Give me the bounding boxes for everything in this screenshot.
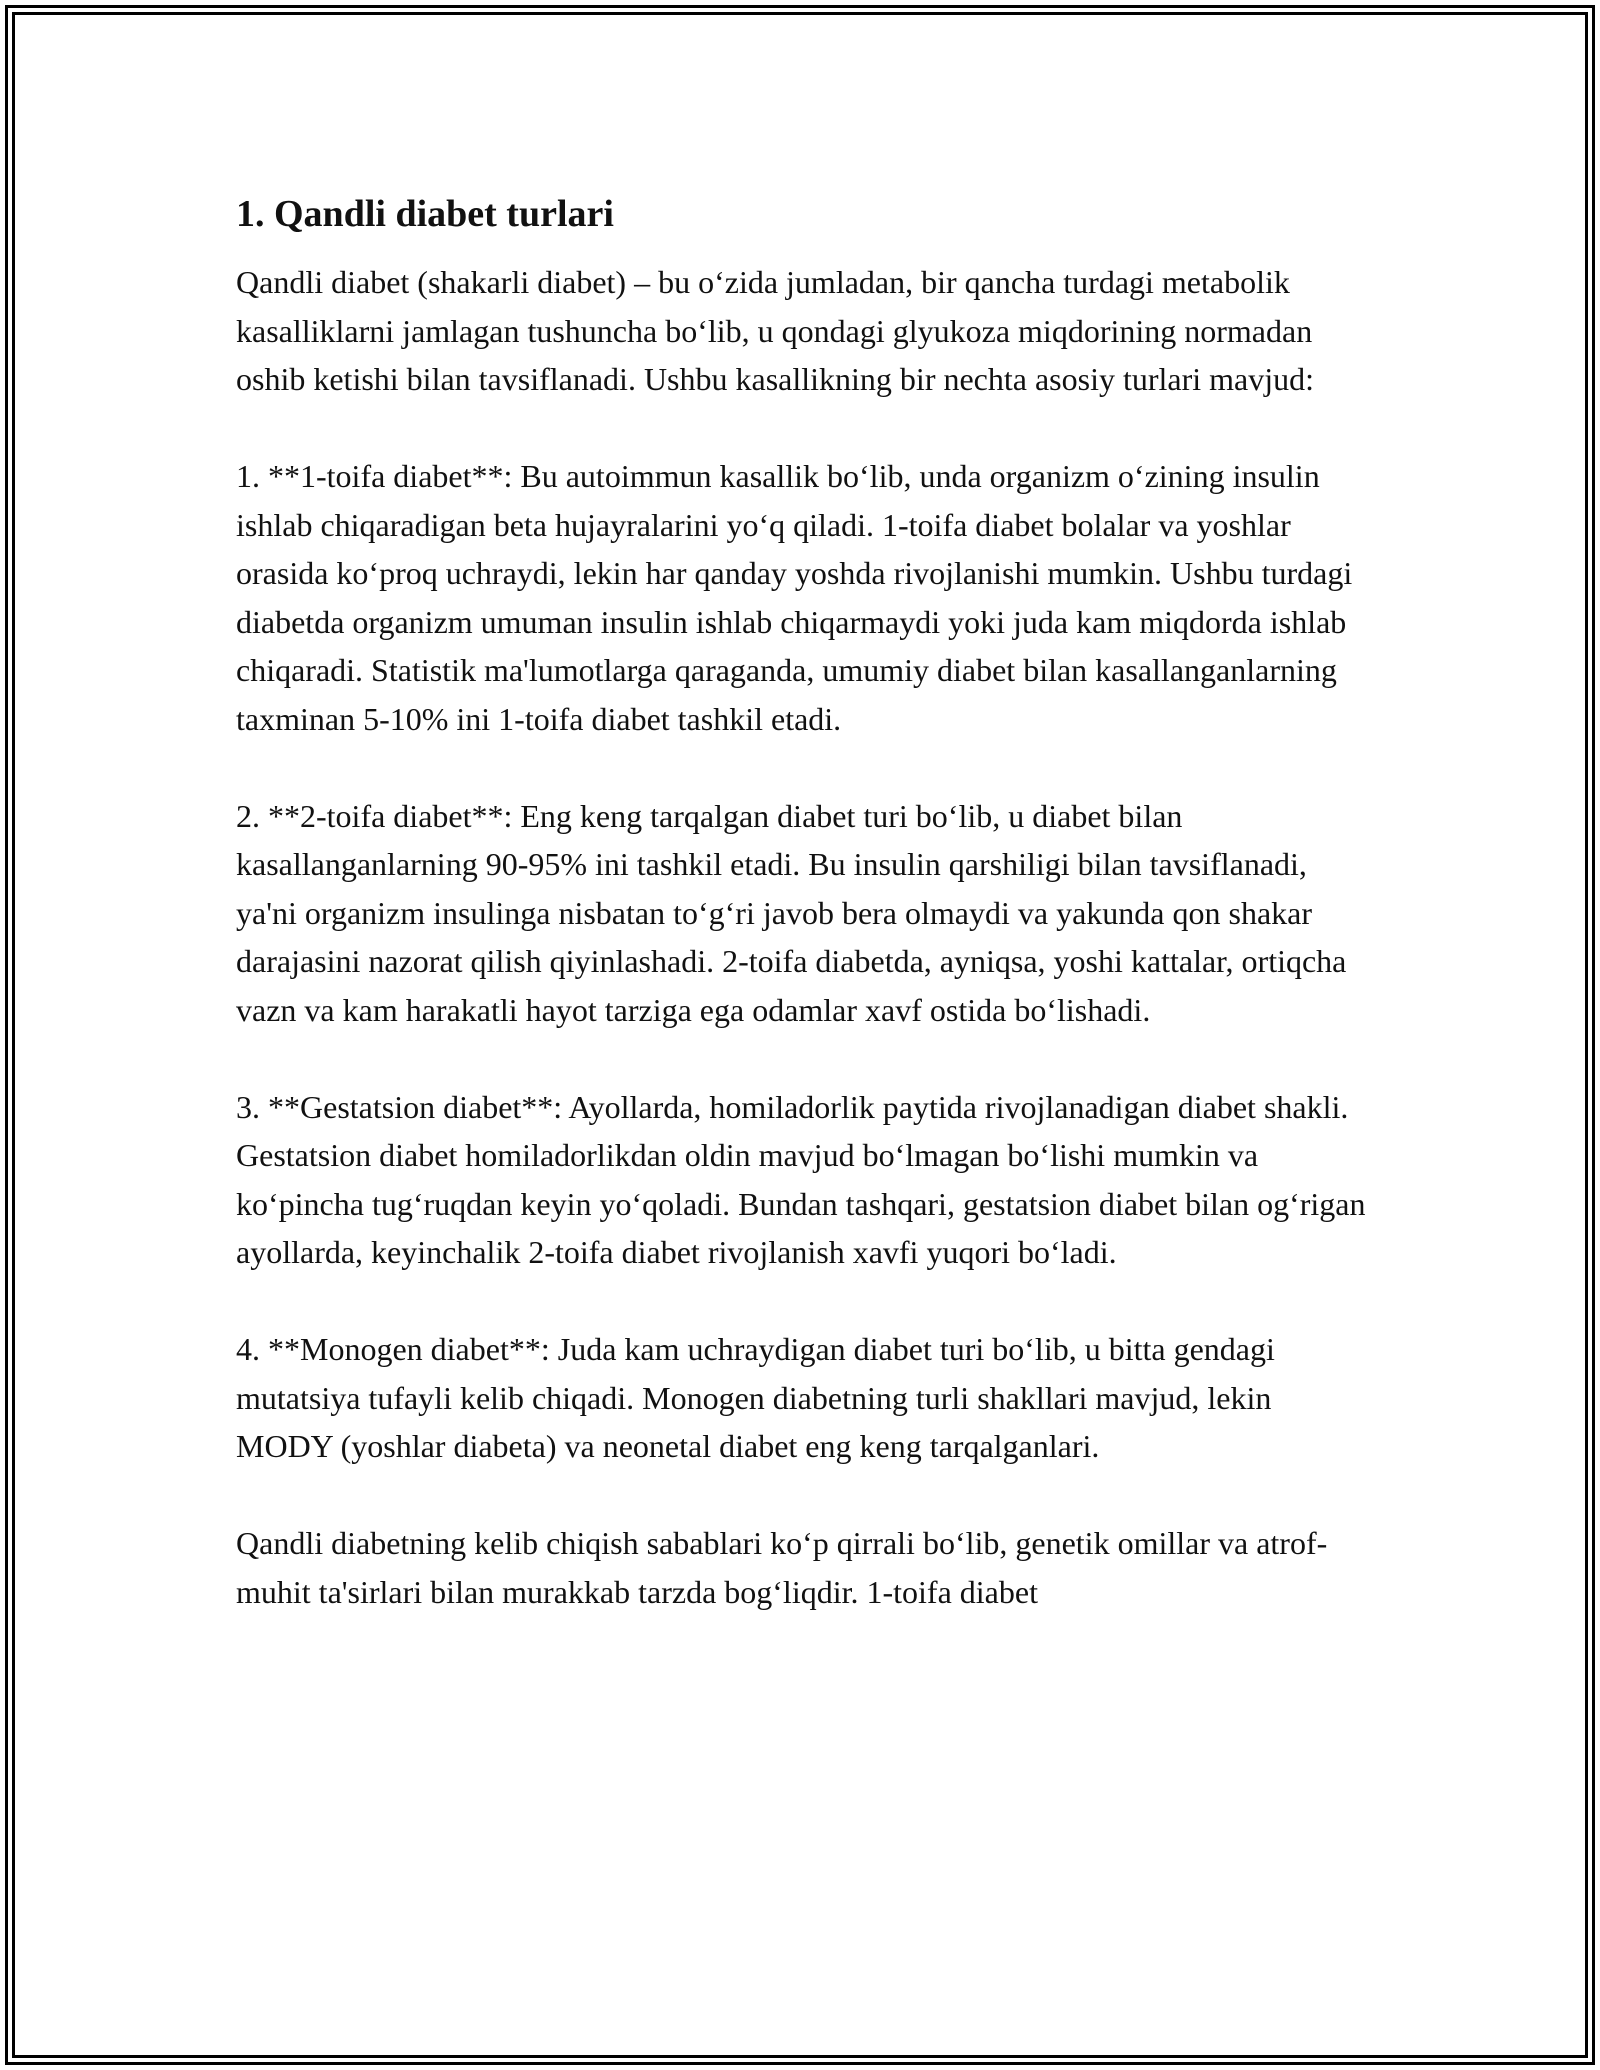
list-item-gestational-diabetes: 3. **Gestatsion diabet**: Ayollarda, homiladorlik paytida rivojlanadigan diabet shakli. Gestatsion diabet homiladorlikdan oldin mavjud bo‘lmagan bo‘lishi mumkin va ko‘pincha tug‘ruqdan keyin yo‘qoladi. Bundan tashqari, gestatsion diabet bilan og‘rigan ayollarda, keyinchalik 2-toifa diabet rivojlanish xavfi yuqori bo‘ladi. [236, 1088, 1366, 1270]
document-body [236, 190, 1366, 1665]
causes-paragraph: Qandli diabetning kelib chiqish sabablari ko‘p qirrali bo‘lib, genetik omillar va atrof-muhit ta'sirlari bilan murakkab tarzda bog‘liqdir. 1-toifa diabet [236, 1525, 1328, 1610]
section-heading: 1. Qandli diabet turlari [236, 193, 614, 235]
intro-paragraph: Qandli diabet (shakarli diabet) – bu o‘zida jumladan, bir qancha turdagi metabolik kasalliklarni jamlagan tushuncha bo‘lib, u qondagi glyukoza miqdorining normadan oshib ketishi bilan tavsiflanadi. Ushbu kasallikning bir nechta asosiy turlari mavjud: [236, 264, 1315, 397]
list-item-monogenic-diabetes: 4. **Monogen diabet**: Juda kam uchraydigan diabet turi bo‘lib, u bitta gendagi mutatsiya tufayli kelib chiqadi. Monogen diabetning turli shakllari mavjud, lekin MODY (yoshlar diabeta) va neonetal diabet eng keng tarqalganlari. [236, 1331, 1275, 1464]
list-item-type-1-diabetes: 1. **1-toifa diabet**: Bu autoimmun kasallik bo‘lib, unda organizm o‘zining insulin ishlab chiqaradigan beta hujayralarini yo‘q qiladi. 1-toifa diabet bolalar va yoshlar orasida ko‘proq uchraydi, lekin har qanday yoshda rivojlanishi mumkin. Ushbu turdagi diabetda organizm umuman insulin ishlab chiqarmaydi yoki juda kam miqdorda ishlab chiqaradi. Statistik ma'lumotlarga qaraganda, umumiy diabet bilan kasallanganlarning taxminan 5-10% ini 1-toifa diabet tashkil etadi. [236, 458, 1353, 737]
list-item-type-2-diabetes: 2. **2-toifa diabet**: Eng keng tarqalgan diabet turi bo‘lib, u diabet bilan kasallanganlarning 90-95% ini tashkil etadi. Bu insulin qarshiligi bilan tavsiflanadi, ya'ni organizm insulinga nisbatan to‘g‘ri javob bera olmaydi va yakunda qon shakar darajasini nazorat qilish qiyinlashadi. 2-toifa diabetda, ayniqsa, yoshi kattalar, ortiqcha vazn va kam harakatli hayot tarziga ega odamlar xavf ostida bo‘lishadi. [236, 797, 1347, 1028]
